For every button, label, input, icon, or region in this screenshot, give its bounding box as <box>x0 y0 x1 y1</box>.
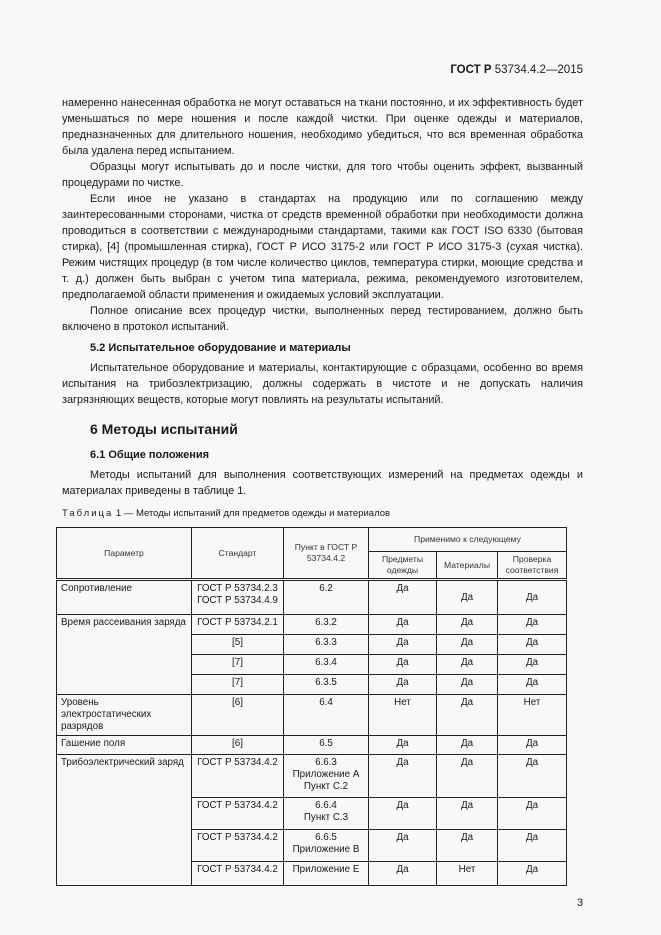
section-6-heading: 6 Методы испытаний <box>90 421 238 437</box>
cell-clause: 6.3.3 <box>284 635 369 655</box>
cell-clause: 6.5 <box>284 736 369 755</box>
paragraph: Если иное не указано в стандартах на продукцию или по соглашению между заинтересованными сторонами, чистка от средств временной обработки при необходимости должна проводиться в соответствии с международными стандартами, такими как ГОСТ ISO 6330 (бытовая стирка), [4] (промышленная стирка), ГОСТ Р ИСО 3175-2 или ГОСТ Р ИСО 3175-3 (сухая чистка). Режим чистящих процедур (в том числе количество циклов, температура стирки, моющие средства и т. д.) должен быть выбран с учетом типа материала, режима, рекомендуемого изготовителем, предполагаемой области применения и ожидаемых условий эксплуатации. <box>62 193 583 301</box>
cell-standard: ГОСТ Р 53734.4.2 <box>192 798 284 830</box>
cell-materials: Да <box>437 615 498 635</box>
table-caption <box>62 508 661 520</box>
section-5-2-heading: 5.2 Испытательное оборудование и материалы <box>90 342 351 354</box>
document-header <box>62 63 583 77</box>
cell-materials: Да <box>437 695 498 736</box>
cell-materials: Да <box>437 655 498 675</box>
cell-conformity: Да <box>498 675 567 695</box>
cell-conformity: Да <box>498 655 567 675</box>
cell-standard: [6] <box>192 695 284 736</box>
cell-standard: ГОСТ Р 53734.2.1 <box>192 615 284 635</box>
header-param: Параметр <box>57 528 192 580</box>
header-code-bold: ГОСТ Р <box>450 64 492 76</box>
cell-garments: Да <box>369 755 437 798</box>
cell-param: Время рассеивания заряда <box>57 615 192 695</box>
cell-garments: Да <box>369 635 437 655</box>
methods-table <box>56 527 567 886</box>
cell-standard: [7] <box>192 655 284 675</box>
cell-garments: Да <box>369 830 437 862</box>
cell-clause: 6.6.4 Пункт С.3 <box>284 798 369 830</box>
header-garments: Предметы одежды <box>369 552 437 580</box>
cell-conformity: Нет <box>498 695 567 736</box>
cell-materials: Да <box>437 830 498 862</box>
section-5-2-text <box>62 360 583 408</box>
cell-garments: Да <box>369 580 437 615</box>
cell-conformity: Да <box>498 635 567 655</box>
table-row <box>57 615 567 635</box>
cell-standard: ГОСТ Р 53734.4.2 <box>192 862 284 886</box>
cell-conformity: Да <box>498 830 567 862</box>
header-applicable: Применимо к следующему <box>369 528 567 552</box>
cell-conformity: Да <box>498 755 567 798</box>
cell-clause: Приложение Е <box>284 862 369 886</box>
cell-standard: ГОСТ Р 53734.4.2 <box>192 755 284 798</box>
cell-param: Трибоэлектрический заряд <box>57 755 192 886</box>
section-6-1-heading: 6.1 Общие положения <box>90 449 210 461</box>
header-clause: Пункт в ГОСТ Р 53734.4.2 <box>284 528 369 580</box>
cell-param: Гашение поля <box>57 736 192 755</box>
cell-materials: Да <box>437 736 498 755</box>
paragraph: намеренно нанесенная обработка не могут оставаться на ткани постоянно, и их эффективность будет уменьшаться по мере ношения и после каждой чистки. При оценке одежды и материалов, предназначенных для длительного ношения, необходимо убедиться, что вся временная обработка была удалена перед испытанием. <box>62 97 583 157</box>
paragraph: Образцы могут испытывать до и после чистки, для того чтобы оценить эффект, вызванный процедурами по чистке. <box>62 161 583 189</box>
cell-materials: Да <box>437 675 498 695</box>
section-5-1-text <box>62 95 583 335</box>
table-row <box>57 580 567 615</box>
cell-garments: Нет <box>369 695 437 736</box>
table-row <box>57 755 567 798</box>
cell-param: Уровень электростатических разрядов <box>57 695 192 736</box>
cell-standard: [7] <box>192 675 284 695</box>
cell-conformity: Да <box>498 736 567 755</box>
cell-standard: [6] <box>192 736 284 755</box>
cell-standard: ГОСТ Р 53734.2.3 ГОСТ Р 53734.4.9 <box>192 580 284 615</box>
cell-materials: Да <box>437 798 498 830</box>
paragraph: Испытательное оборудование и материалы, контактирующие с образцами, особенно во время испытания на трибоэлектризацию, должны содержать в чистоте и не допускать наличия загрязняющих веществ, которые могут повлиять на результаты испытаний. <box>62 362 583 406</box>
cell-conformity: Да <box>498 580 567 615</box>
cell-materials: Да <box>437 635 498 655</box>
cell-materials: Нет <box>437 862 498 886</box>
cell-clause: 6.3.5 <box>284 675 369 695</box>
cell-conformity: Да <box>498 615 567 635</box>
caption-label: Таблица <box>62 508 114 519</box>
cell-garments: Да <box>369 675 437 695</box>
cell-clause: 6.3.4 <box>284 655 369 675</box>
page-number: 3 <box>577 897 584 909</box>
section-6-1-text <box>62 467 583 499</box>
cell-materials: Да <box>437 580 498 615</box>
cell-clause: 6.6.3 Приложение А Пункт С.2 <box>284 755 369 798</box>
cell-clause: 6.2 <box>284 580 369 615</box>
header-code: 53734.4.2—2015 <box>494 64 583 76</box>
cell-param: Сопротивление <box>57 580 192 615</box>
header-standard: Стандарт <box>192 528 284 580</box>
table-row <box>57 736 567 755</box>
cell-garments: Да <box>369 655 437 675</box>
cell-standard: ГОСТ Р 53734.4.2 <box>192 830 284 862</box>
cell-garments: Да <box>369 862 437 886</box>
paragraph: Методы испытаний для выполнения соответствующих измерений на предметах одежды и материалах приведены в таблице 1. <box>62 469 583 497</box>
cell-garments: Да <box>369 736 437 755</box>
cell-clause: 6.4 <box>284 695 369 736</box>
table-row <box>57 695 567 736</box>
paragraph: Полное описание всех процедур чистки, выполненных перед тестированием, должно быть включено в протокол испытаний. <box>62 305 583 333</box>
cell-conformity: Да <box>498 862 567 886</box>
cell-garments: Да <box>369 615 437 635</box>
header-conformity: Проверка соответствия <box>498 552 567 580</box>
cell-materials: Да <box>437 755 498 798</box>
cell-conformity: Да <box>498 798 567 830</box>
caption-text: 1 — Методы испытаний для предметов одежды и материалов <box>113 508 391 519</box>
cell-standard: [5] <box>192 635 284 655</box>
header-materials: Материалы <box>437 552 498 580</box>
cell-clause: 6.3.2 <box>284 615 369 635</box>
cell-clause: 6.6.5 Приложение В <box>284 830 369 862</box>
cell-garments: Да <box>369 798 437 830</box>
